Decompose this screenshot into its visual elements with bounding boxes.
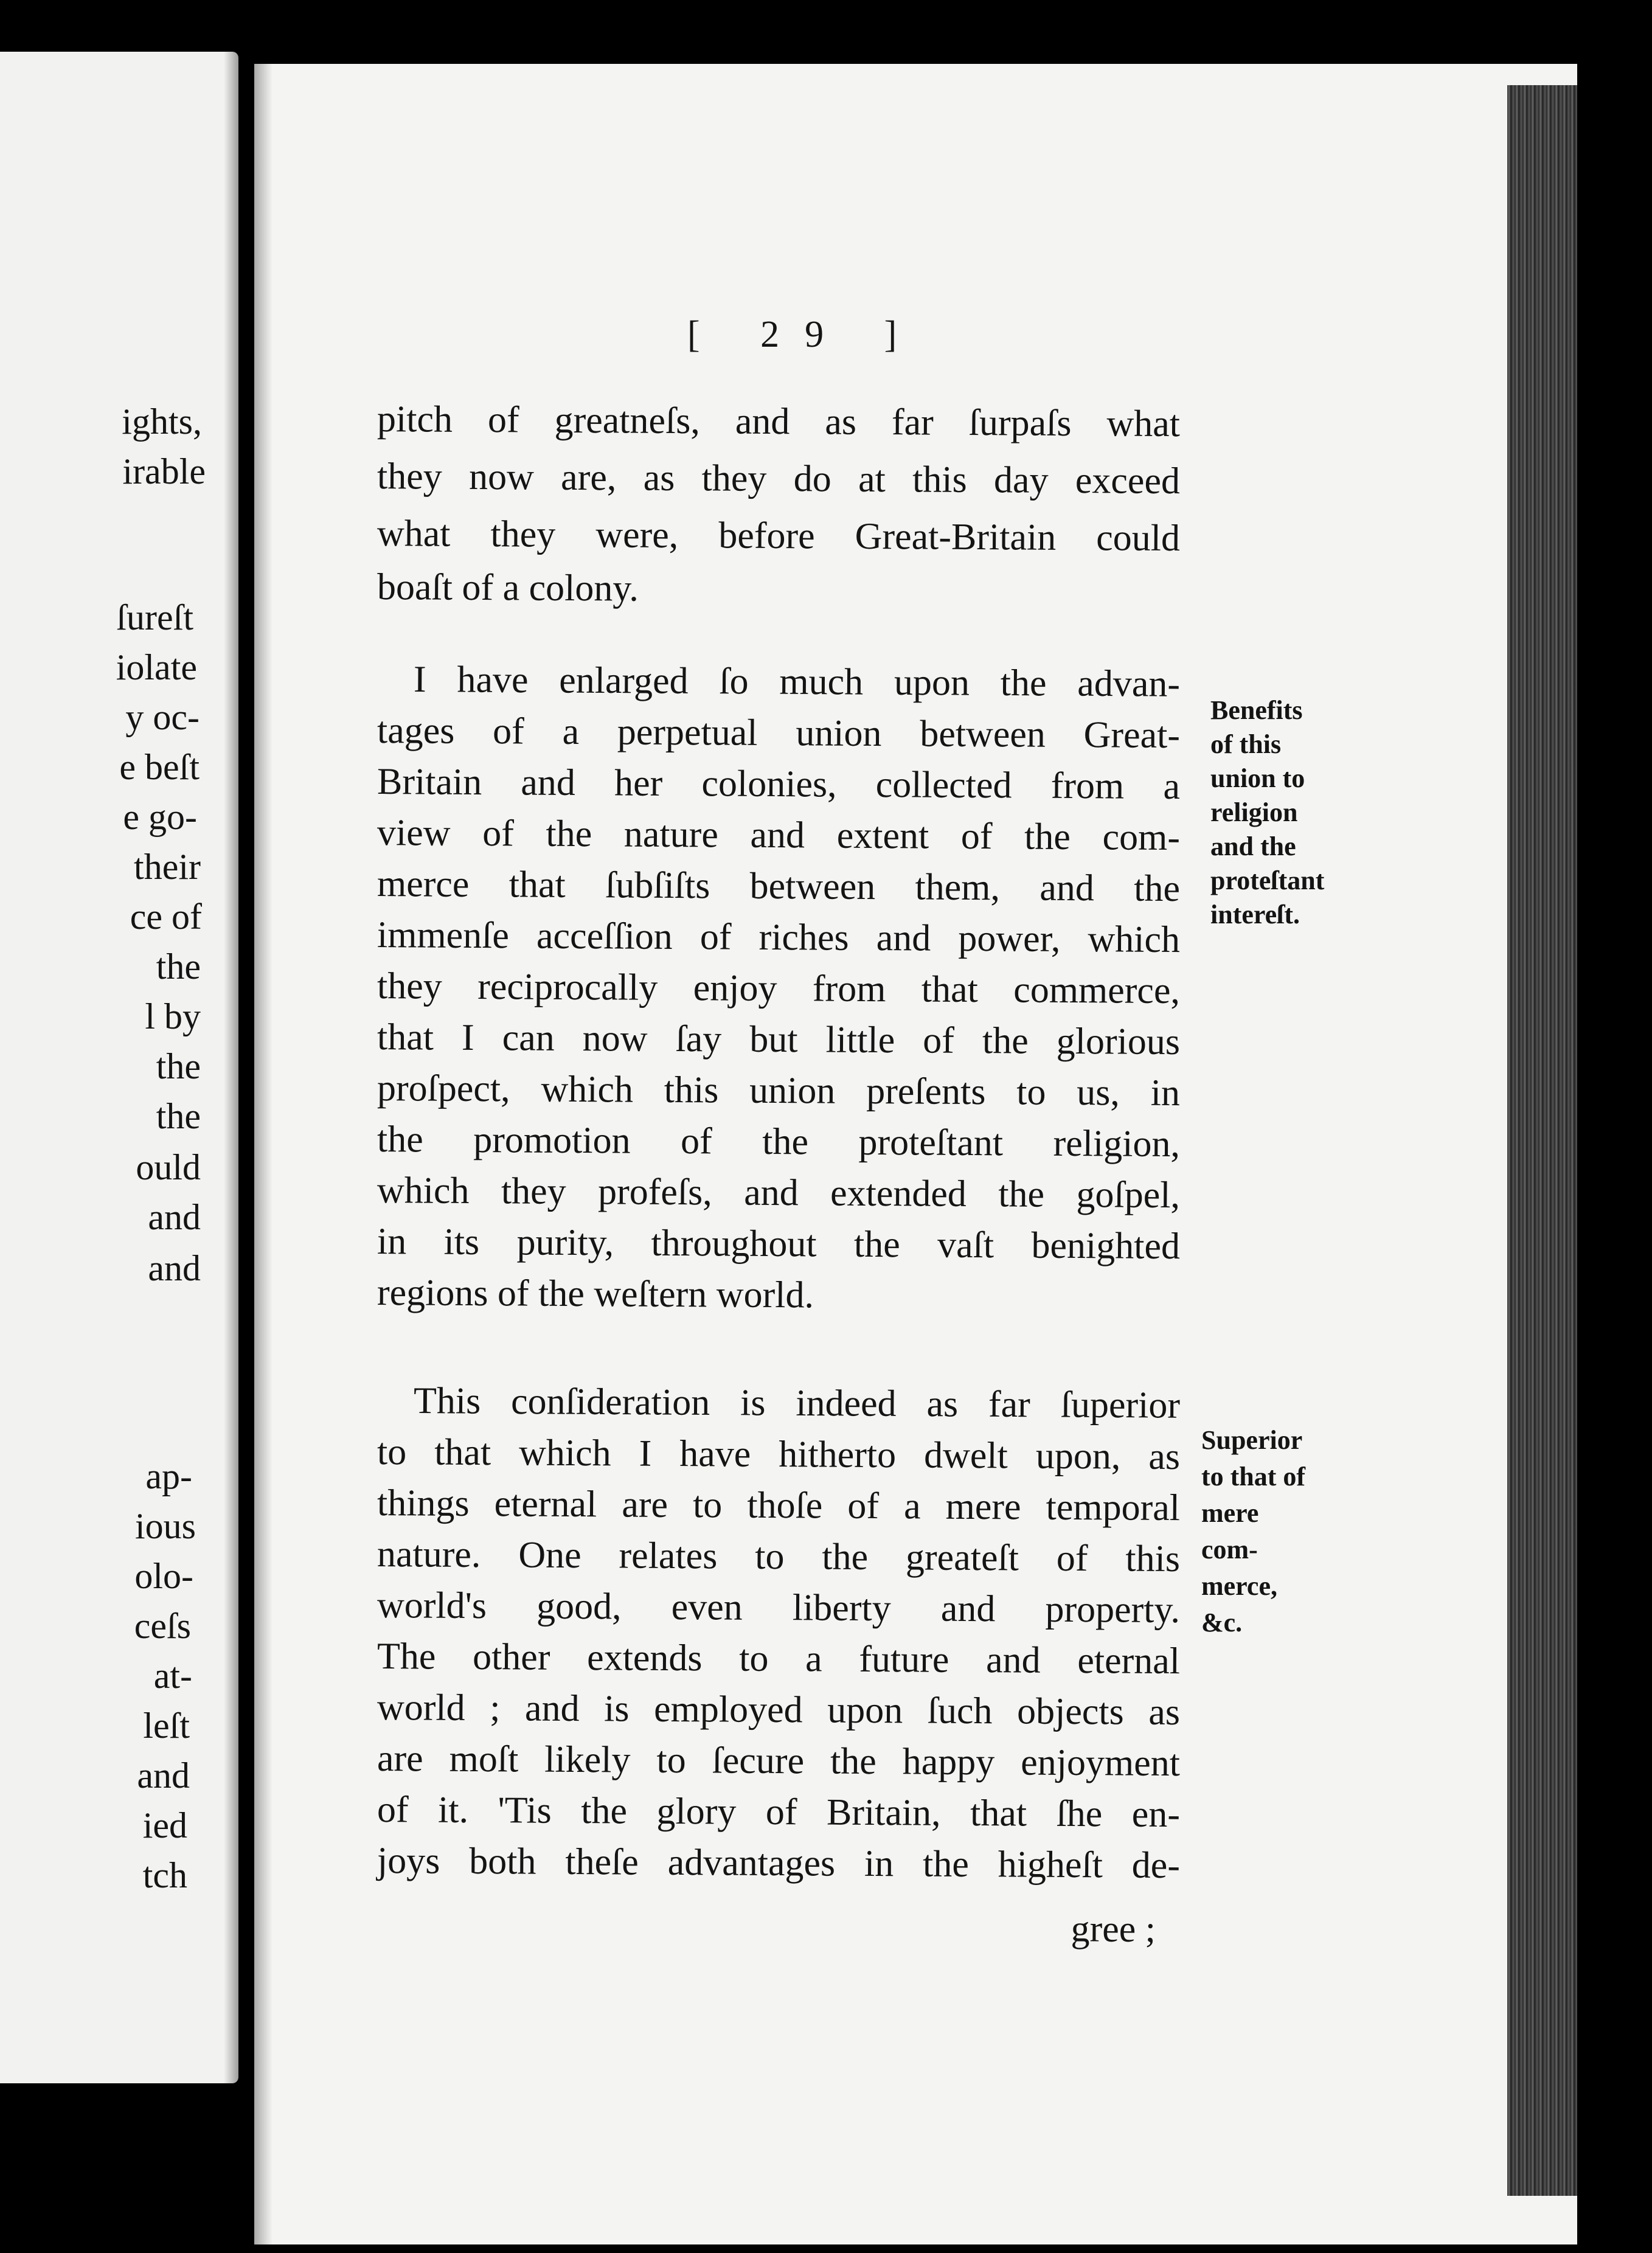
text-line: things eternal are to thoſe of a mere temporal	[377, 1482, 1181, 1529]
text-line: they reciprocally enjoy from that commerce,	[377, 965, 1181, 1012]
text-line: This conſideration is indeed as far ſuperior	[413, 1380, 1181, 1426]
text-line: nature. One relates to the greateſt of this	[377, 1533, 1181, 1580]
text-line: proſpect, which this union preſents to us, in	[377, 1067, 1181, 1114]
side-note-line: of this	[1210, 729, 1282, 759]
text-line: which they profeſs, and extended the goſpel,	[377, 1170, 1181, 1217]
text-line: The other extends to a future and eternal	[377, 1636, 1181, 1682]
left-fragment: olo-	[134, 1556, 193, 1596]
side-note-line: merce,	[1201, 1571, 1277, 1601]
left-fragment: the	[156, 1046, 201, 1086]
text-line: Britain and her colonies, collected from a	[377, 761, 1181, 808]
left-fragment: the	[156, 946, 201, 987]
side-note-line: &c.	[1201, 1608, 1243, 1637]
left-fragment: at-	[153, 1656, 192, 1696]
left-fragment: e go-	[123, 797, 197, 837]
left-fragment: ied	[142, 1805, 187, 1845]
side-note-line: Benefits	[1210, 695, 1303, 725]
side-note-line: Superior	[1201, 1425, 1303, 1455]
left-fragment: ceſs	[134, 1606, 191, 1646]
text-line: regions of the weſtern world.	[377, 1272, 814, 1316]
left-fragment: e beſt	[119, 747, 200, 787]
side-note-line: intereſt.	[1210, 900, 1300, 929]
text-line: world's good, even liberty and property.	[377, 1585, 1181, 1631]
side-note-line: and the	[1210, 831, 1296, 861]
left-fragment: the	[156, 1096, 201, 1136]
left-fragment: l by	[145, 996, 201, 1036]
left-page	[0, 52, 238, 2083]
text-line: that I can now ſay but little of the glorious	[377, 1016, 1181, 1063]
text-line: I have enlarged ſo much upon the advan-	[413, 659, 1181, 705]
text-line: boaſt of a colony.	[377, 566, 639, 609]
left-fragment: ious	[134, 1506, 196, 1546]
left-fragment: y oc-	[125, 697, 200, 737]
left-fragment: and	[148, 1197, 201, 1237]
text-line: of it. 'Tis the glory of Britain, that ſhe en-	[377, 1789, 1181, 1836]
text-line: world ; and is employed upon ſuch objects as	[377, 1687, 1181, 1734]
left-fragment: ould	[136, 1147, 201, 1187]
side-note-line: mere	[1201, 1498, 1259, 1528]
text-line: in its purity, throughout the vaſt benighted	[377, 1221, 1181, 1268]
left-fragment: irable	[122, 451, 206, 491]
left-fragment: ſureſt	[116, 597, 193, 637]
page-number: [ 29 ]	[687, 314, 923, 355]
text-line: they now are, as they do at this day exceed	[377, 456, 1181, 502]
left-gutter-shadow	[224, 52, 238, 2083]
text-line: what they were, before Great-Britain could	[377, 513, 1181, 560]
text-line: view of the nature and extent of the com-	[377, 812, 1181, 859]
side-note-line: com-	[1201, 1535, 1258, 1564]
left-fragment: leſt	[143, 1706, 190, 1746]
catchword: gree ;	[1071, 1908, 1156, 1951]
text-line: the promotion of the proteſtant religion,	[377, 1119, 1181, 1165]
side-note-line: union to	[1210, 763, 1305, 793]
text-line: are moſt likely to ſecure the happy enjoyment	[377, 1738, 1181, 1785]
text-line: merce that ſubſiſts between them, and the	[377, 863, 1181, 910]
right-gutter-shadow	[254, 64, 272, 2244]
page-edge-stack	[1507, 85, 1577, 2196]
side-note-line: proteſtant	[1210, 866, 1325, 895]
left-fragment: and	[148, 1248, 201, 1288]
left-fragment: and	[137, 1755, 190, 1796]
left-fragment: ce of	[130, 897, 202, 937]
left-fragment: iolate	[116, 647, 197, 687]
left-fragment: ights,	[122, 401, 202, 442]
text-line: pitch of greatneſs, and as far ſurpaſs what	[377, 398, 1181, 445]
side-note-line: to that of	[1201, 1462, 1306, 1491]
text-line: to that which I have hitherto dwelt upon, as	[377, 1431, 1181, 1478]
text-line: joys both theſe advantages in the higheſt de-	[377, 1840, 1181, 1887]
text-line: tages of a perpetual union between Great-	[377, 710, 1181, 757]
text-line: immenſe acceſſion of riches and power, which	[377, 914, 1181, 961]
left-fragment: their	[134, 847, 201, 887]
left-fragment: tch	[142, 1855, 187, 1895]
left-fragment: ap-	[145, 1456, 192, 1496]
side-note-line: religion	[1210, 797, 1298, 827]
